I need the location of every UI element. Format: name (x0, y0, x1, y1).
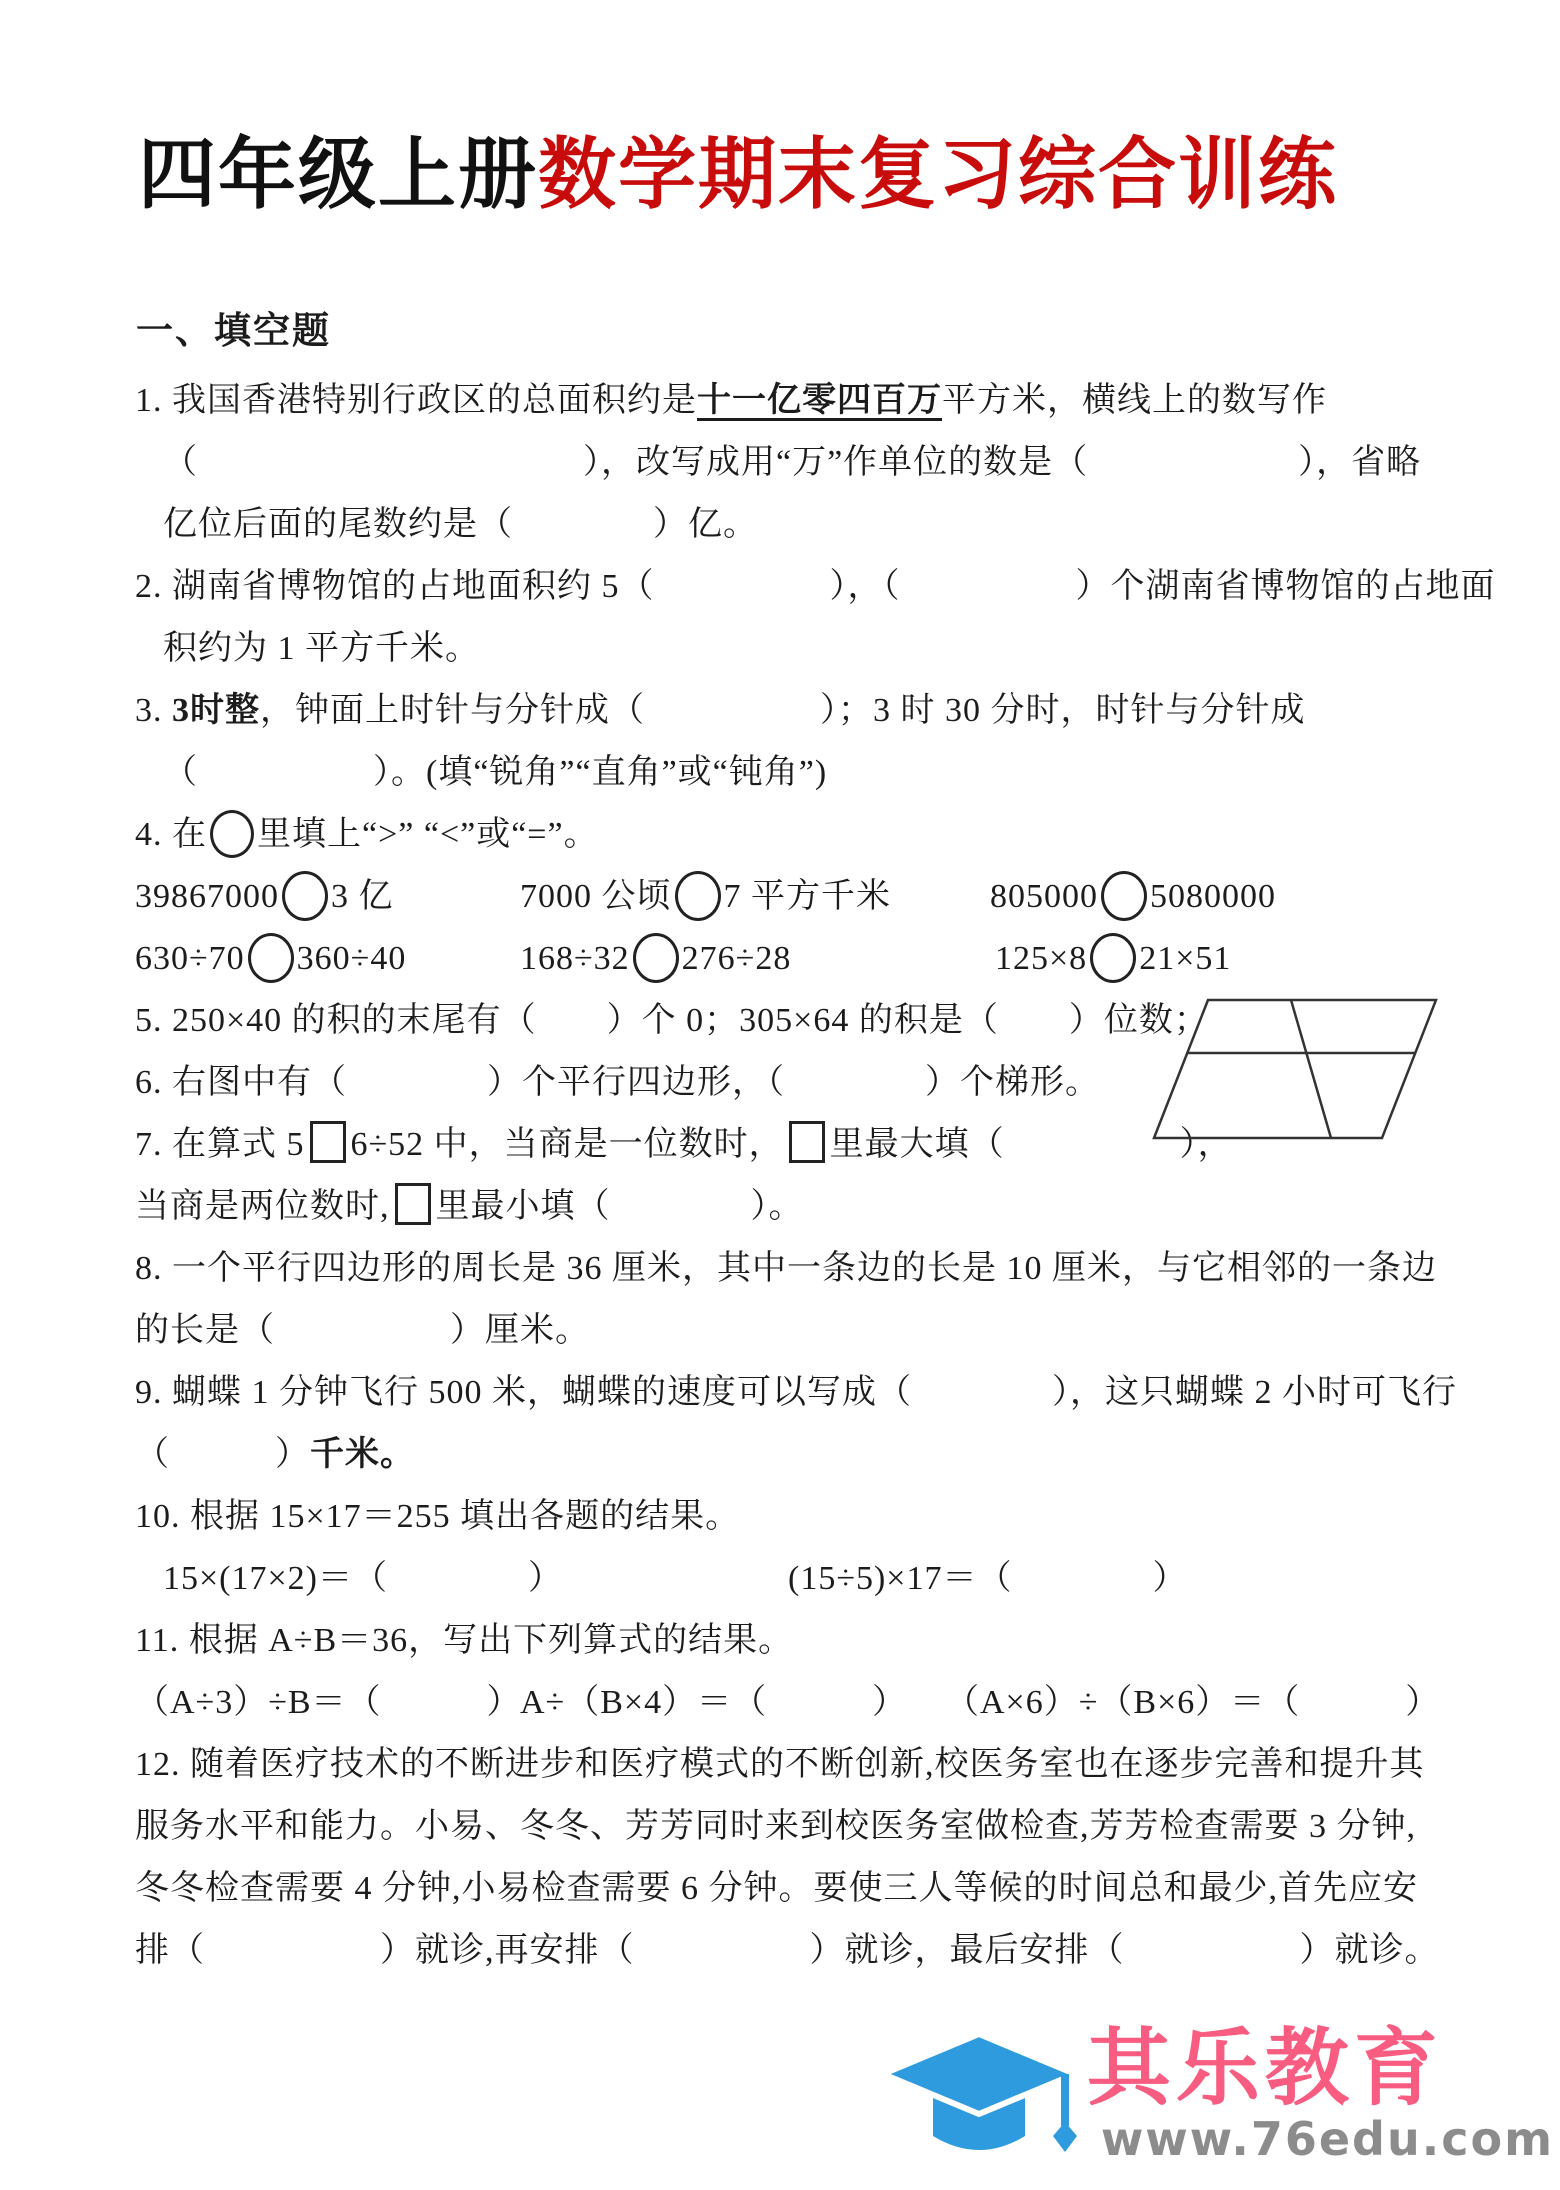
compare-circle-icon (675, 871, 721, 921)
question-3-line-2: （ ）。(填“锐角”“直角”或“钝角”) (163, 754, 828, 791)
compare-left: 125×8 (995, 940, 1088, 977)
question-8-line-2: 的长是（ ）厘米。 (135, 1312, 590, 1349)
compare-circle-icon (210, 810, 254, 858)
q7-text2: 当商是两位数时, (135, 1188, 390, 1225)
compare-circle-icon (282, 871, 328, 921)
question-7-line-2 (135, 1176, 1448, 1238)
compare-left: 630÷70 (135, 940, 245, 977)
brand-text-block (1086, 2019, 1554, 2166)
compare-right: 7 平方千米 (723, 878, 891, 915)
compare-circle-icon (1090, 933, 1136, 983)
page-title (138, 112, 1460, 224)
questions-area (135, 370, 1496, 1982)
question-12-line-1: 12. 随着医疗技术的不断进步和医疗模式的不断创新,校医务室也在逐步完善和提升其 (135, 1746, 1425, 1783)
question-5: 5. 250×40 的积的末尾有（ ）个 0；305×64 的积是（ ）位数； (135, 1002, 1209, 1039)
q9-bold-unit: 千米。 (310, 1436, 415, 1473)
compare-left: 805000 (990, 878, 1098, 915)
question-1-line-2: （ ），改写成用“万”作单位的数是（ ），省略 (163, 444, 1422, 481)
compare-right: 5080000 (1150, 878, 1276, 915)
question-10-line-1: 10. 根据 15×17＝255 填出各题的结果。 (135, 1498, 741, 1535)
compare-right: 21×51 (1139, 940, 1232, 977)
q3-bold-time: 3时整 (172, 692, 260, 729)
compare-right: 360÷40 (296, 940, 407, 977)
q3-number: 3. (135, 692, 172, 729)
question-12-line-2: 服务水平和能力。小易、冬冬、芳芳同时来到校医务室做检查,芳芳检查需要 3 分钟, (135, 1808, 1416, 1845)
section-heading: 一、填空题 (136, 311, 331, 352)
q9-blank: （ ） (135, 1436, 310, 1473)
compare-item (995, 928, 1448, 990)
q4-intro-pre: 4. 在 (135, 816, 207, 853)
q7-text-mid: 6÷52 中，当商是一位数时， (350, 1126, 784, 1163)
compare-circle-icon (633, 933, 679, 983)
compare-item (135, 928, 520, 990)
parallelogram-figure (1146, 990, 1448, 1148)
question-2-line-1: 2. 湖南省博物馆的占地面积约 5（ ），（ ）个湖南省博物馆的占地面 (135, 568, 1496, 605)
q1-text-after: 平方米，横线上的数写作 (942, 382, 1327, 419)
question-2-line-2: 积约为 1 平方千米。 (163, 630, 480, 667)
q1-underlined-number: 十一亿零四百万 (697, 382, 942, 419)
brand-logo (879, 2010, 1554, 2182)
compare-left: 39867000 (135, 878, 279, 915)
question-4-intro (135, 804, 1448, 866)
q7-text-post: 里最大填（ ）， (829, 1126, 1233, 1163)
question-10-row (135, 1548, 1448, 1610)
brand-name: 其乐教育 (1086, 2019, 1443, 2117)
question-3-line-1 (135, 680, 1448, 742)
brand-url: www.76edu.com (1100, 2112, 1554, 2166)
q7-text: 7. 在算式 5 (135, 1126, 305, 1163)
compare-item (520, 866, 990, 928)
compare-left: 168÷32 (520, 940, 630, 977)
question-9-line-1: 9. 蝴蝶 1 分钟飞行 500 米，蝴蝶的速度可以写成（ ），这只蝴蝶 2 小时可飞行 (135, 1374, 1457, 1411)
q10-item: 15×(17×2)＝（ ） (163, 1560, 563, 1597)
question-9-line-2 (135, 1424, 1448, 1486)
title-subject-part: 数学期末复习综合训练 (538, 130, 1339, 220)
question-4-row-1 (135, 866, 1448, 928)
compare-left: 7000 公顷 (520, 878, 672, 915)
q1-text: 1. 我国香港特别行政区的总面积约是 (135, 382, 697, 419)
blank-box-icon (395, 1183, 431, 1225)
question-4-row-2 (135, 928, 1448, 990)
compare-circle-icon (248, 933, 294, 983)
q7-text2-post: 里最小填（ ）。 (435, 1188, 804, 1225)
question-12-line-3: 冬冬检查需要 4 分钟,小易检查需要 6 分钟。要使三人等候的时间总和最少,首先应安 (135, 1870, 1418, 1907)
question-11-line-1: 11. 根据 A÷B＝36，写出下列算式的结果。 (135, 1622, 794, 1659)
compare-item (135, 866, 520, 928)
compare-item (520, 928, 995, 990)
compare-item (990, 866, 1448, 928)
q11-item: （A÷3）÷B＝（ ） (135, 1684, 522, 1721)
q11-item: A÷（B×4）＝（ ） (520, 1684, 908, 1721)
compare-right: 3 亿 (331, 878, 394, 915)
q11-item: （A×6）÷（B×6）＝（ ） (945, 1684, 1441, 1721)
question-11-row (135, 1672, 1448, 1734)
question-1-line-3: 亿位后面的尾数约是（ ）亿。 (163, 506, 758, 543)
question-1-line-1 (135, 370, 1448, 432)
q3-text: ，钟面上时针与分针成（ ）；3 时 30 分时，时针与分针成 (260, 692, 1306, 729)
blank-box-icon (789, 1121, 825, 1163)
title-grade-part: 四年级上册 (138, 130, 539, 220)
question-6: 6. 右图中有（ ）个平行四边形，（ ）个梯形。 (135, 1064, 1100, 1101)
compare-circle-icon (1101, 871, 1147, 921)
compare-right: 276÷28 (681, 940, 792, 977)
q10-item: (15÷5)×17＝（ ） (788, 1560, 1188, 1597)
question-8-line-1: 8. 一个平行四边形的周长是 36 厘米，其中一条边的长是 10 厘米，与它相邻的一条边 (135, 1250, 1437, 1287)
blank-box-icon (310, 1121, 346, 1163)
q4-intro-post: 里填上“>” “<”或“=”。 (257, 816, 599, 853)
graduation-cap-icon (879, 2010, 1079, 2182)
question-12-line-4: 排（ ）就诊,再安排（ ）就诊，最后安排（ ）就诊。 (135, 1932, 1440, 1969)
